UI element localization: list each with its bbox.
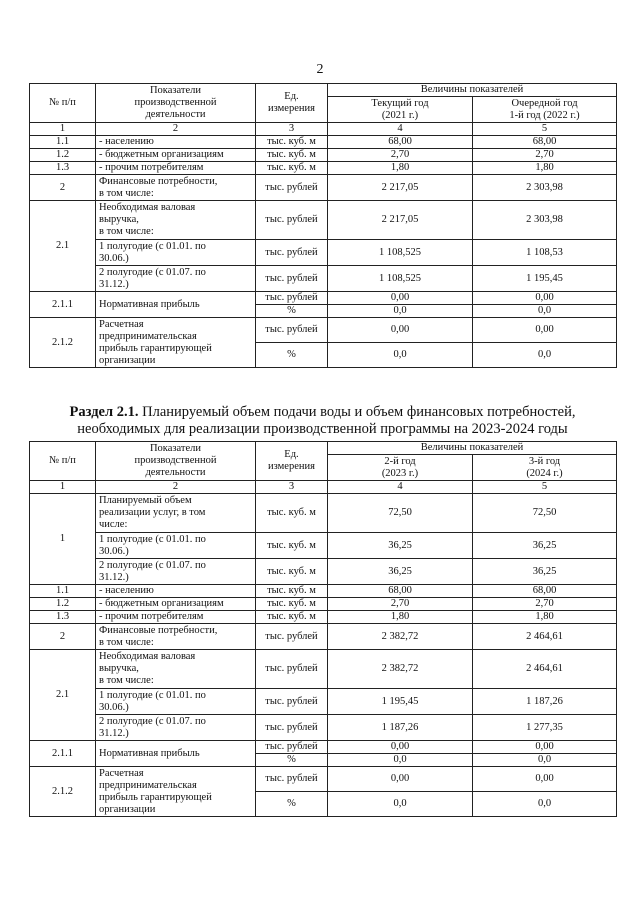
table-row: 2.1.1 Нормативная прибыль тыс. рублей 0,00 0,00 <box>30 292 617 305</box>
table-row: 2.1.1 Нормативная прибыль тыс. рублей 0,00 0,00 <box>30 741 617 754</box>
index-row: 1 2 3 4 5 <box>30 123 617 136</box>
table-row: 2 полугодие (с 01.07. по 31.12.) тыс. куб. м 36,25 36,25 <box>30 559 617 585</box>
header-unit: Ед. измерения <box>256 442 328 481</box>
table-row: 2 Финансовые потребности, в том числе: тыс. рублей 2 217,05 2 303,98 <box>30 175 617 201</box>
table-row: 1 полугодие (с 01.01. по 30.06.) тыс. куб. м 36,25 36,25 <box>30 533 617 559</box>
table-row: % 0,0 0,0 <box>30 343 617 368</box>
header-indicator: Показатели производственной деятельности <box>96 442 256 481</box>
header-unit: Ед. измерения <box>256 84 328 123</box>
header-num: № п/п <box>30 442 96 481</box>
header-col5: 3-й год (2024 г.) <box>473 455 617 481</box>
page-number: 2 <box>316 62 324 77</box>
header-values: Величины показателей <box>328 442 617 455</box>
table-row: % 0,0 0,0 <box>30 754 617 767</box>
header-values: Величины показателей <box>328 84 617 97</box>
table-row: 1.2 - бюджетным организациям тыс. куб. м 2,70 2,70 <box>30 149 617 162</box>
table-row: 1.1 - населению тыс. куб. м 68,00 68,00 <box>30 136 617 149</box>
table-row: 2.1.2 Расчетная предпринимательская прибыль гарантирующей организации тыс. рублей 0,00 0,00 <box>30 767 617 792</box>
table-current-year <box>29 83 617 368</box>
table-row: 1.1 - населению тыс. куб. м 68,00 68,00 <box>30 585 617 598</box>
table-row: 1.2 - бюджетным организациям тыс. куб. м 2,70 2,70 <box>30 598 617 611</box>
table-row: 2 полугодие (с 01.07. по 31.12.) тыс. рублей 1 108,525 1 195,45 <box>30 266 617 292</box>
table-row: 2.1.2 Расчетная предпринимательская прибыль гарантирующей организации тыс. рублей 0,00 0,00 <box>30 318 617 343</box>
header-col4: 2-й год (2023 г.) <box>328 455 473 481</box>
table-row: 1 полугодие (с 01.01. по 30.06.) тыс. рублей 1 108,525 1 108,53 <box>30 240 617 266</box>
header-num: № п/п <box>30 84 96 123</box>
table-row: 2.1 Необходимая валовая выручка, в том числе: тыс. рублей 2 217,05 2 303,98 <box>30 201 617 240</box>
table-row: % 0,0 0,0 <box>30 305 617 318</box>
section-title: Раздел 2.1. Планируемый объем подачи воды и объем финансовых потребностей, необходимых для реализации производственной программы на 2023-2024 годы <box>69 404 576 437</box>
index-row: 1 2 3 4 5 <box>30 481 617 494</box>
header-indicator: Показатели производственной деятельности <box>96 84 256 123</box>
table-row: 2 полугодие (с 01.07. по 31.12.) тыс. рублей 1 187,26 1 277,35 <box>30 715 617 741</box>
table-row: 2.1 Необходимая валовая выручка, в том числе: тыс. рублей 2 382,72 2 464,61 <box>30 650 617 689</box>
table-row: 1 Планируемый объем реализации услуг, в том числе: тыс. куб. м 72,50 72,50 <box>30 494 617 533</box>
header-col4: Текущий год (2021 г.) <box>328 97 473 123</box>
table-row: 1.3 - прочим потребителям тыс. куб. м 1,80 1,80 <box>30 611 617 624</box>
table-row: % 0,0 0,0 <box>30 792 617 817</box>
table-row: 1 полугодие (с 01.01. по 30.06.) тыс. рублей 1 195,45 1 187,26 <box>30 689 617 715</box>
table-future-years <box>29 441 617 817</box>
table-row: 1.3 - прочим потребителям тыс. куб. м 1,80 1,80 <box>30 162 617 175</box>
header-col5: Очередной год 1-й год (2022 г.) <box>473 97 617 123</box>
table-row: 2 Финансовые потребности, в том числе: тыс. рублей 2 382,72 2 464,61 <box>30 624 617 650</box>
